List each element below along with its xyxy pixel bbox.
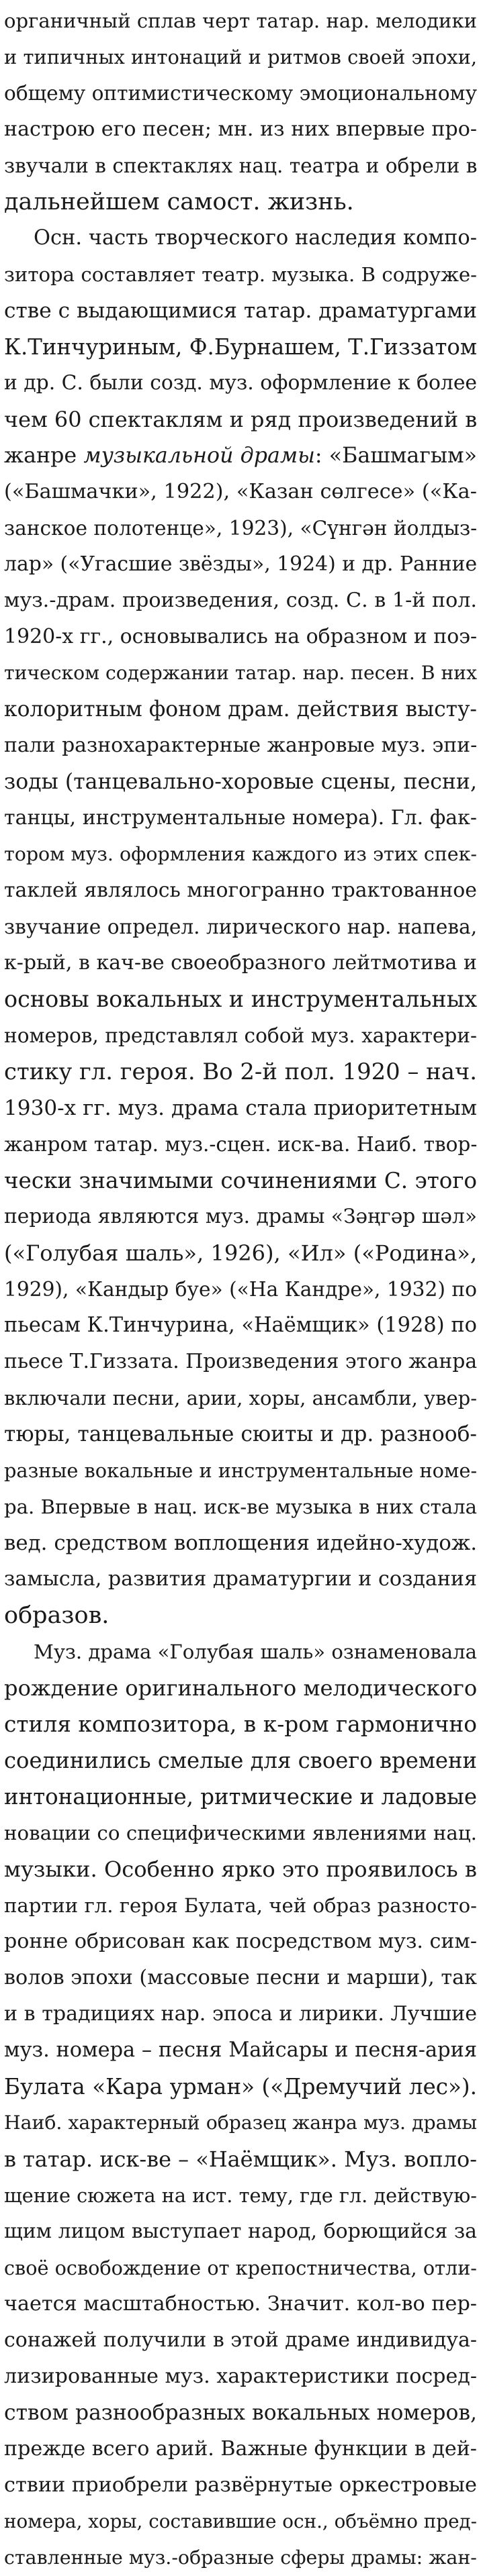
text-line: тюры, танцевальные сюиты и др. разнооб- (4, 1422, 477, 1446)
text-line: стику гл. героя. Во 2-й пол. 1920 – нач. (4, 1058, 477, 1085)
text-line: образов. (4, 1602, 110, 1629)
text-line: К.Тинчуриным, Ф.Бурнашем, Т.Гиззатом (4, 334, 477, 360)
text-line: Булата «Кара урман» («Дремучий лес»). (4, 2074, 477, 2099)
text-line: лар» («Угасшие звёзды», 1924) и др. Ранние (4, 552, 478, 576)
text-line: и др. С. были созд. муз. оформление к более (4, 371, 478, 395)
text-line: новации со специфическими явлениями нац. (4, 1822, 477, 1844)
text-line: пали разнохарактерные жанровые муз. эпи- (4, 734, 478, 757)
text-line: чается масштабностью. Значит. кол-во пер- (4, 2292, 477, 2316)
text-line: лизированные муз. характеристики посред- (4, 2365, 477, 2388)
article-text (4, 3, 477, 2576)
paragraph (4, 3, 477, 220)
text-line: звучали в спектаклях нац. театра и обрели в (4, 154, 478, 177)
text-line: щение сюжета на ист. тему, где гл. действую- (4, 2184, 477, 2207)
text-line: пьесе Т.Гиззата. Произведения этого жанра (4, 1350, 478, 1373)
text-line: зоды (танцевально-хоровые сцены, песни, (4, 770, 477, 794)
text-line: 1929), «Кандыр буе» («На Кандре», 1932) по (4, 1277, 477, 1301)
text-line: своё освобождение от крепостничества, отли- (4, 2257, 477, 2279)
text-line: жанре музыкальной драмы: «Башмагым» (4, 444, 477, 468)
text-line: Наиб. характерный образец жанра муз. драмы (4, 2112, 477, 2134)
text-line: дальнейшем самост. жизнь. (4, 189, 354, 215)
text-line: прежде всего арий. Важные функции в дей- (4, 2437, 477, 2461)
text-line: занское полотенце», 1923), «Сүнгән йолдыз- (4, 517, 478, 540)
text-line: музыки. Особенно ярко это проявилось в (4, 1856, 477, 1882)
text-line: стиля композитора, в к-ром гармонично (4, 1712, 477, 1737)
text-line: зитора составляет театр. музыка. В содруже- (4, 263, 477, 286)
text-line: жанром татар. муз.-сцен. иск-ва. Наиб. твор- (4, 1133, 478, 1156)
text-line: ствии приобрели развёрнутые оркестровые (4, 2473, 477, 2497)
text-line: замысла, развития драматургии и создания (4, 1567, 477, 1591)
text-line: включали песни, арии, хоры, ансамбли, увер- (4, 1387, 477, 1409)
text-line: щим лицом выступает народ, борющийся за (4, 2220, 477, 2243)
text-line: стве с выдающимися татар. драматургами (4, 299, 477, 323)
text-line: волов эпохи (массовые песни и марши), так (4, 1966, 477, 1989)
text-line: танцы, инструментальные номера). Гл. фак- (4, 806, 477, 830)
text-line: ронне обрисован как посредством муз. сим- (4, 1930, 477, 1953)
text-line: в татар. иск-ве – «Наёмщик». Муз. вопло- (4, 2146, 477, 2172)
text-line: интонационные, ритмические и ладовые (4, 1784, 477, 1810)
text-line: и типичных интонаций и ритмов своей эпохи, (4, 46, 477, 68)
text-line: соединились смелые для своего времени (4, 1748, 477, 1773)
text-line: ра. Впервые в нац. иск-ве музыка в них стала (4, 1495, 477, 1518)
text-line: Осн. часть творческого наследия компо- (34, 226, 477, 250)
text-line: номеров, представлял собой муз. характери- (4, 1024, 477, 1047)
text-line: рождение оригинального мелодического (4, 1675, 478, 1701)
text-line: органичный сплав черт татар. нар. мелодики (4, 9, 477, 32)
text-line: разные вокальные и инструментальные номе- (4, 1459, 478, 1482)
text-line: настрою его песен; мн. из них впервые про- (4, 117, 477, 141)
text-line: 1920-х гг., основывались на образном и поэ- (4, 625, 478, 648)
text-line: сонажей получили в этой драме индивидуа- (4, 2328, 477, 2352)
paragraph (4, 220, 477, 1634)
text-line: тическом содержании татар. нар. песен. В них (4, 662, 477, 684)
text-line: основы вокальных и инструментальных (4, 986, 478, 1012)
text-line: общему оптимистическому эмоциональному (4, 82, 477, 105)
text-line: звучание определ. лирического нар. напева, (4, 915, 478, 938)
text-line: муз.-драм. произведения, созд. С. в 1-й пол. (4, 589, 477, 612)
text-line: («Голубая шаль», 1926), «Ил» («Родина», (4, 1240, 477, 1266)
text-line: чески значимыми сочинениями С. этого (4, 1168, 478, 1193)
text-line: («Башмачки», 1922), «Казан сөлгесе» («Ка- (4, 480, 477, 503)
text-line: колоритным фоном драм. действия высту- (4, 697, 478, 722)
text-line: чем 60 спектаклям и ряд произведений в (4, 407, 478, 432)
text-line: партии гл. героя Булата, чей образ разносто- (4, 1894, 477, 1917)
text-line: тором муз. оформления каждого из этих спек- (4, 843, 477, 865)
text-line: вед. средством воплощения идейно-худож. (4, 1531, 477, 1555)
text-line: к-рый, в кач-ве своеобразного лейтмотива и (4, 951, 477, 975)
text-line: номера, хоры, составившие осн., объёмно пред- (4, 2510, 477, 2532)
text-line: ством разнообразных вокальных номеров, (4, 2401, 477, 2425)
text-line: ставленные муз.-образные сферы драмы: жан- (4, 2546, 477, 2569)
text-line: Муз. драма «Голубая шаль» ознаменовала (34, 1640, 477, 1663)
text-line: периода являются муз. драмы «Зәңгәр шәл» (4, 1205, 478, 1228)
text-line: таклей являлось многогранно трактованное (4, 879, 477, 902)
text-line: муз. номера – песня Майсары и песня-ария (4, 2038, 477, 2062)
text-line: 1930-х гг. муз. драма стала приоритетным (4, 1096, 477, 1120)
text-line: и в традициях нар. эпоса и лирики. Лучшие (4, 2002, 477, 2026)
text-line: пьесам К.Тинчурина, «Наёмщик» (1928) по (4, 1314, 477, 1337)
emphasis-term: музыкальной драмы (83, 444, 315, 468)
